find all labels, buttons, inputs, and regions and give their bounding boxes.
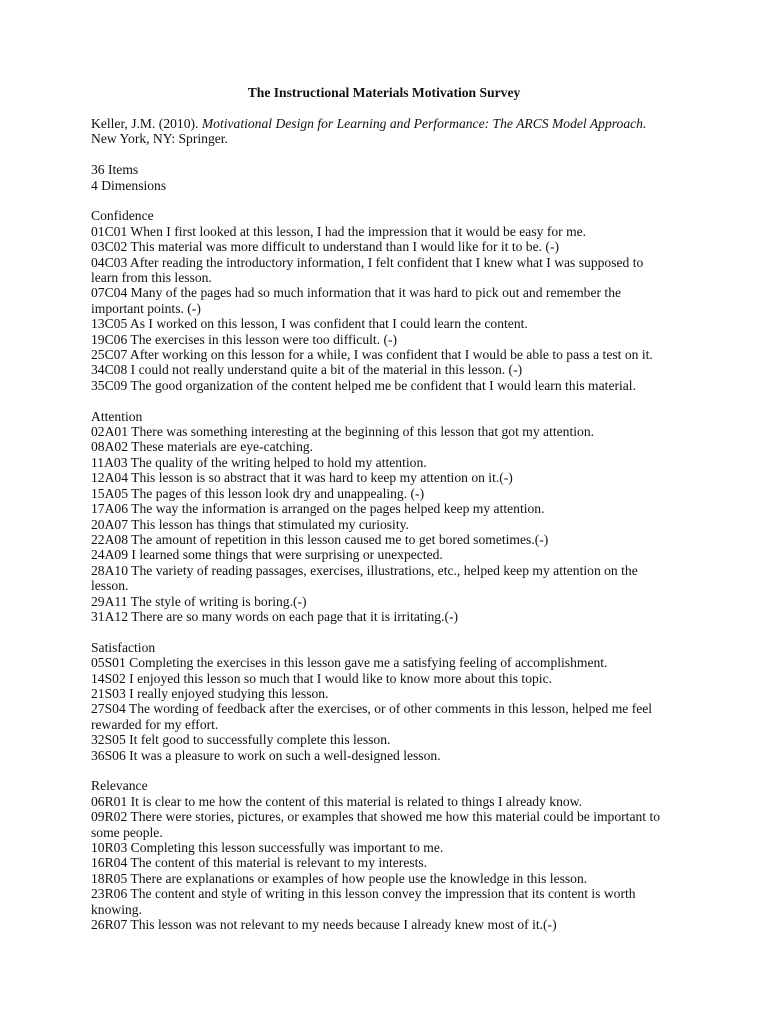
survey-item: 28A10 The variety of reading passages, exercises, illustrations, etc., helped keep my attention on the lesson. [91,562,638,594]
survey-item: 23R06 The content and style of writing in this lesson convey the impression that its content is worth knowing. [91,886,636,917]
survey-item: 02A01 There was something interesting at the beginning of this lesson that got my attention. [91,424,595,440]
section-attention [91,409,671,625]
survey-item: 10R03 Completing this lesson successfully was important to me. [91,840,444,856]
survey-item: 36S06 It was a pleasure to work on such a well-designed lesson. [91,747,441,763]
survey-item: 03C02 This material was more difficult to understand than I would like for it to be. (-) [91,239,560,255]
survey-item: 19C06 The exercises in this lesson were too difficult. (-) [91,331,398,347]
section-confidence [91,208,671,393]
survey-sections [91,208,671,932]
survey-item: 18R05 There are explanations or examples of how people use the knowledge in this lesson. [91,870,588,886]
survey-item: 12A04 This lesson is so abstract that it was hard to keep my attention on it.(-) [91,470,513,486]
survey-item: 22A08 The amount of repetition in this lesson caused me to get bored sometimes.(-) [91,531,549,547]
item-count: 36 Items [91,162,139,178]
survey-item: 16R04 The content of this material is relevant to my interests. [91,855,428,871]
survey-item: 25C07 After working on this lesson for a while, I was confident that I would be able to pass a test on it. [91,347,653,363]
document-body [91,116,671,932]
survey-item: 05S01 Completing the exercises in this lesson gave me a satisfying feeling of accomplishment. [91,655,608,671]
survey-item: 15A05 The pages of this lesson look dry and unappealing. (-) [91,485,425,501]
survey-item: 26R07 This lesson was not relevant to my needs because I already knew most of it.(-) [91,917,557,933]
survey-item: 01C01 When I first looked at this lesson, I had the impression that it would be easy for me. [91,223,587,239]
section-relevance [91,778,671,932]
section-heading: Satisfaction [91,639,156,655]
dimension-count: 4 Dimensions [91,177,167,193]
citation [91,116,671,147]
survey-item: 32S05 It felt good to successfully complete this lesson. [91,732,391,748]
survey-item: 29A11 The style of writing is boring.(-) [91,593,307,609]
survey-item: 07C04 Many of the pages had so much information that it was hard to pick out and remember the important points. (-) [91,285,622,316]
section-heading: Confidence [91,208,154,224]
survey-item: 06R01 It is clear to me how the content of this material is related to things I already know. [91,793,583,809]
survey-item: 35C09 The good organization of the content helped me be confident that I would learn this material. [91,377,636,393]
citation-book-title: Motivational Design for Learning and Performance: The ARCS Model Approach. [201,116,647,131]
survey-item: 14S02 I enjoyed this lesson so much that I would like to know more about this topic. [91,670,553,686]
survey-item: 34C08 I could not really understand quite a bit of the material in this lesson. (-) [91,362,523,378]
survey-item: 17A06 The way the information is arranged on the pages helped keep my attention. [91,501,545,517]
survey-item: 20A07 This lesson has things that stimulated my curiosity. [91,516,409,532]
survey-item: 31A12 There are so many words on each page that it is irritating.(-) [91,608,459,624]
citation-authors: Keller, J.M. (2010). [91,116,202,131]
survey-item: 08A02 These materials are eye-catching. [91,439,314,455]
document-title: The Instructional Materials Motivation Survey [247,85,521,100]
section-heading: Relevance [91,778,148,794]
section-satisfaction [91,640,671,763]
survey-item: 04C03 After reading the introductory information, I felt confident that I knew what I was supposed to learn from this lesson. [91,254,644,286]
survey-item: 27S04 The wording of feedback after the exercises, or of other comments in this lesson, helped me feel rewarded for my effort. [91,701,653,732]
survey-item: 09R02 There were stories, pictures, or examples that showed me how this material could be important to some people. [91,809,661,840]
survey-item: 24A09 I learned some things that were surprising or unexpected. [91,547,443,563]
survey-item: 11A03 The quality of the writing helped to hold my attention. [91,454,427,470]
citation-publisher: New York, NY: Springer. [91,131,228,147]
section-heading: Attention [91,408,143,424]
survey-item: 13C05 As I worked on this lesson, I was confident that I could learn the content. [91,316,528,332]
survey-item: 21S03 I really enjoyed studying this lesson. [91,685,329,701]
